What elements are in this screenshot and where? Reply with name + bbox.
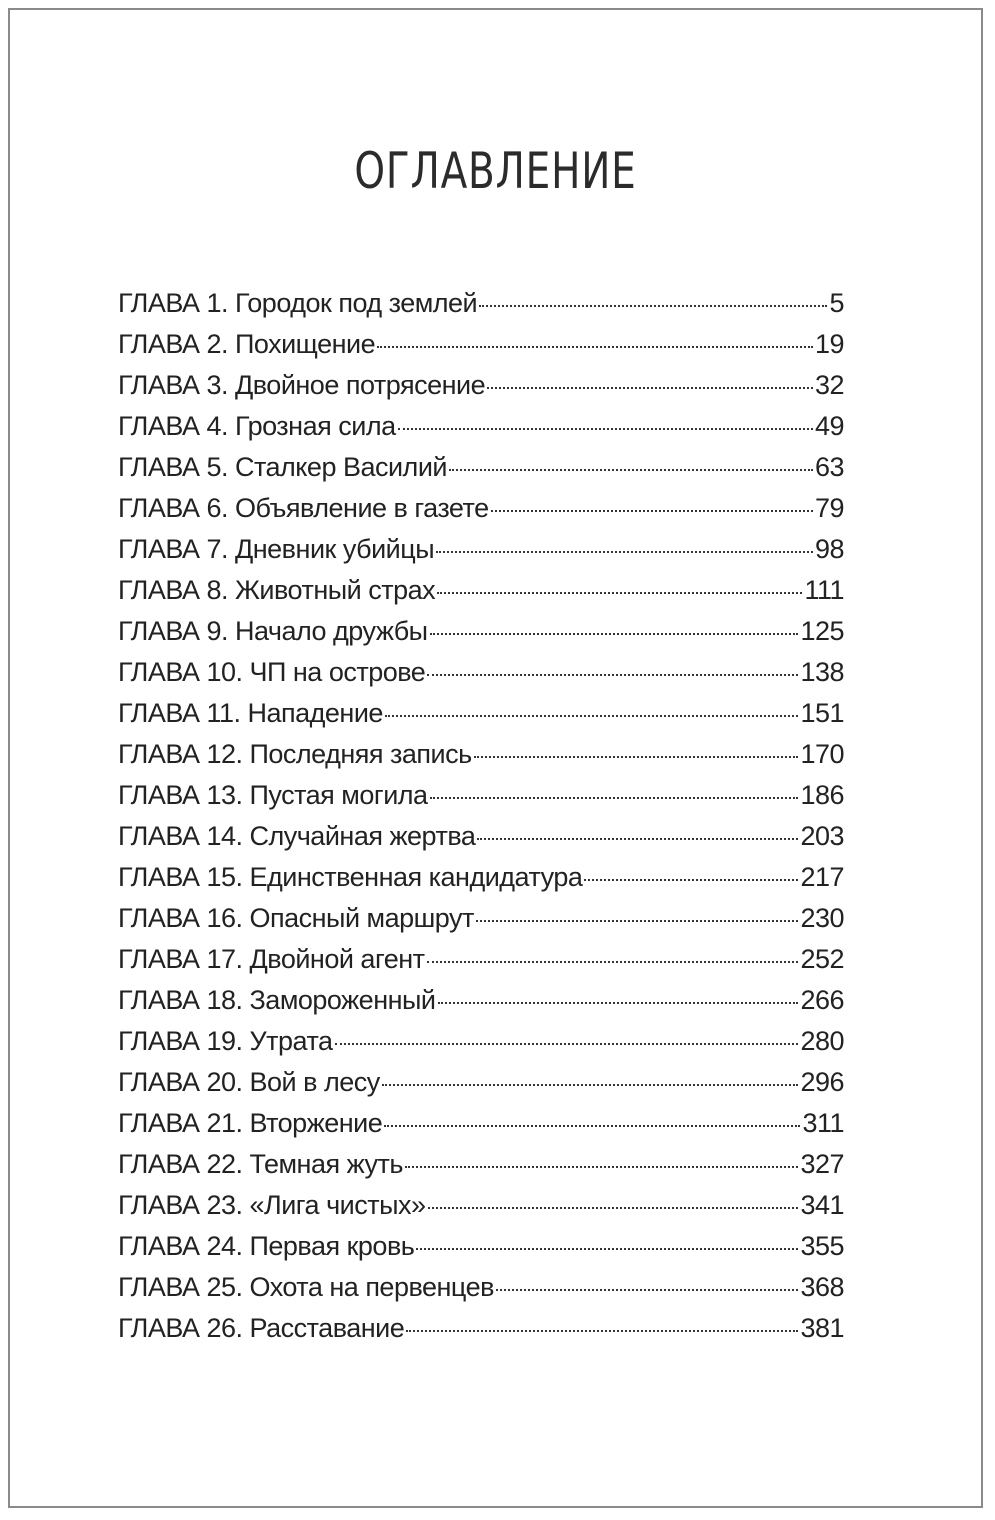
toc-entry — [118, 1313, 844, 1354]
toc-entry — [118, 411, 844, 452]
toc-entry-title: ГЛАВА 24. Первая кровь — [118, 1231, 415, 1261]
toc-entry-title: ГЛАВА 22. Темная жуть — [118, 1149, 403, 1179]
toc-entry-title: ГЛАВА 12. Последняя запись — [118, 739, 472, 769]
toc-entry-page: 98 — [814, 534, 844, 564]
book-page — [8, 8, 983, 1508]
dot-leader — [427, 674, 798, 676]
dot-leader — [474, 756, 799, 758]
toc-entry — [118, 1272, 844, 1313]
toc-entry-title: ГЛАВА 17. Двойной агент — [118, 944, 425, 974]
dot-leader — [477, 838, 798, 840]
toc-entry-page: 341 — [800, 1190, 844, 1220]
toc-entry-title: ГЛАВА 16. Опасный маршрут — [118, 903, 474, 933]
dot-leader — [436, 551, 813, 553]
dot-leader — [382, 1084, 799, 1086]
toc-entry — [118, 985, 844, 1026]
dot-leader — [427, 961, 799, 963]
toc-entry — [118, 1026, 844, 1067]
toc-entry-page: 63 — [814, 452, 844, 482]
dot-leader — [384, 1125, 800, 1127]
toc-entry-page: 311 — [802, 1108, 844, 1138]
toc-entry-page: 280 — [800, 1026, 844, 1056]
toc-entry-page: 355 — [800, 1231, 844, 1261]
toc-entry-page: 368 — [800, 1272, 844, 1302]
toc-entry — [118, 1149, 844, 1190]
toc-entry — [118, 575, 844, 616]
toc-entry — [118, 329, 844, 370]
dot-leader — [335, 1043, 799, 1045]
toc-entry-page: 203 — [800, 821, 844, 851]
toc-entry-title: ГЛАВА 23. «Лига чистых» — [118, 1190, 426, 1220]
toc-entry-title: ГЛАВА 6. Объявление в газете — [118, 493, 489, 523]
toc-entry — [118, 1190, 844, 1231]
toc-entry-title: ГЛАВА 11. Нападение — [118, 698, 383, 728]
toc-entry-page: 79 — [814, 493, 844, 523]
toc-entry-page: 5 — [829, 288, 844, 318]
toc-entry-page: 19 — [814, 329, 844, 359]
toc-entry — [118, 698, 844, 739]
toc-entry-page: 217 — [800, 862, 844, 892]
toc-entry — [118, 903, 844, 944]
toc-entry-page: 381 — [800, 1313, 844, 1343]
dot-leader — [377, 346, 813, 348]
toc-entry-page: 266 — [800, 985, 844, 1015]
toc-entry-page: 111 — [804, 575, 844, 605]
dot-leader — [416, 1248, 798, 1250]
dot-leader — [584, 879, 798, 881]
toc-entry-page: 296 — [800, 1067, 844, 1097]
dot-leader — [430, 797, 799, 799]
toc-entry-title: ГЛАВА 15. Единственная кандидатура — [118, 862, 583, 892]
toc-entry-title: ГЛАВА 1. Городок под землей — [118, 288, 478, 318]
toc-entry-page: 170 — [800, 739, 844, 769]
toc-entry-page: 32 — [814, 370, 844, 400]
dot-leader — [398, 428, 813, 430]
toc-entry-title: ГЛАВА 14. Случайная жертва — [118, 821, 476, 851]
toc-entry-page: 138 — [800, 657, 844, 687]
toc-entry — [118, 288, 844, 329]
toc-entry-title: ГЛАВА 19. Утрата — [118, 1026, 333, 1056]
toc-entry-page: 327 — [800, 1149, 844, 1179]
toc-entry — [118, 370, 844, 411]
table-of-contents — [118, 288, 844, 1354]
toc-entry — [118, 657, 844, 698]
dot-leader — [428, 1207, 799, 1209]
dot-leader — [479, 305, 827, 307]
toc-entry-title: ГЛАВА 8. Животный страх — [118, 575, 436, 605]
toc-entry-page: 186 — [800, 780, 844, 810]
dot-leader — [449, 469, 813, 471]
toc-entry-title: ГЛАВА 21. Вторжение — [118, 1108, 383, 1138]
toc-entry — [118, 739, 844, 780]
toc-entry-title: ГЛАВА 3. Двойное потрясение — [118, 370, 486, 400]
dot-leader — [476, 920, 799, 922]
toc-entry — [118, 1067, 844, 1108]
dot-leader — [430, 633, 799, 635]
toc-entry-page: 252 — [800, 944, 844, 974]
dot-leader — [491, 510, 813, 512]
toc-entry-title: ГЛАВА 7. Дневник убийцы — [118, 534, 435, 564]
toc-entry-page: 125 — [800, 616, 844, 646]
toc-entry-title: ГЛАВА 18. Замороженный — [118, 985, 436, 1015]
page-title: ОГЛАВЛЕНИЕ — [354, 142, 637, 200]
dot-leader — [487, 387, 813, 389]
toc-entry — [118, 862, 844, 903]
dot-leader — [437, 592, 802, 594]
toc-entry-title: ГЛАВА 26. Расставание — [118, 1313, 405, 1343]
toc-entry-title: ГЛАВА 25. Охота на первенцев — [118, 1272, 494, 1302]
toc-entry-title: ГЛАВА 4. Грозная сила — [118, 411, 396, 441]
toc-entry — [118, 493, 844, 534]
toc-entry-title: ГЛАВА 9. Начало дружбы — [118, 616, 428, 646]
toc-entry-title: ГЛАВА 10. ЧП на острове — [118, 657, 426, 687]
toc-entry-title: ГЛАВА 13. Пустая могила — [118, 780, 428, 810]
toc-entry-title: ГЛАВА 5. Сталкер Василий — [118, 452, 447, 482]
dot-leader — [406, 1330, 798, 1332]
toc-entry-title: ГЛАВА 2. Похищение — [118, 329, 376, 359]
dot-leader — [405, 1166, 799, 1168]
toc-entry — [118, 780, 844, 821]
toc-entry — [118, 944, 844, 985]
dot-leader — [438, 1002, 799, 1004]
dot-leader — [496, 1289, 798, 1291]
toc-entry-title: ГЛАВА 20. Вой в лесу — [118, 1067, 380, 1097]
toc-entry-page: 49 — [814, 411, 844, 441]
dot-leader — [385, 715, 799, 717]
toc-entry-page: 151 — [800, 698, 844, 728]
toc-entry — [118, 616, 844, 657]
toc-entry-page: 230 — [800, 903, 844, 933]
toc-entry — [118, 534, 844, 575]
toc-entry — [118, 821, 844, 862]
toc-entry — [118, 1231, 844, 1272]
toc-entry — [118, 1108, 844, 1149]
toc-entry — [118, 452, 844, 493]
